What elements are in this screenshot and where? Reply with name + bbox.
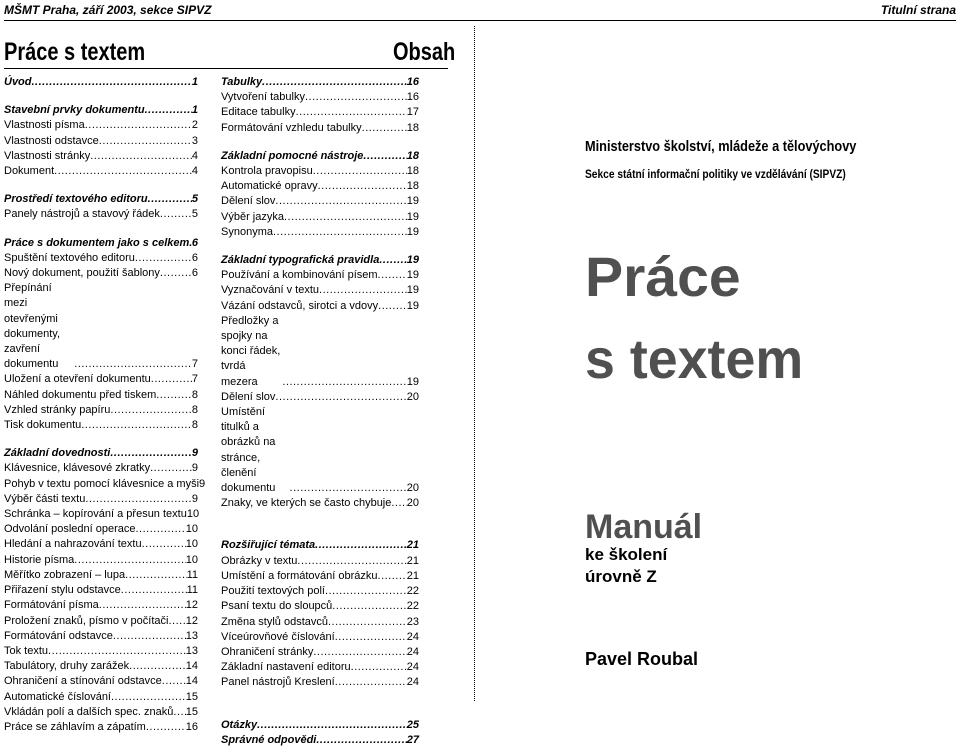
document-title: Práce s textem: [4, 38, 146, 66]
toc-page-number: 19: [406, 284, 419, 297]
toc-leader-dots: [378, 569, 407, 584]
toc-leader-dots: [110, 446, 192, 461]
toc-leader-dots: [313, 645, 406, 660]
toc-page-number: 18: [406, 165, 419, 178]
toc-entry[interactable]: [4, 281, 198, 372]
toc-page-number: 9: [191, 492, 198, 505]
toc-leader-dots: [316, 733, 406, 748]
toc-entry[interactable]: [221, 675, 419, 690]
toc-leader-dots: [99, 134, 192, 149]
toc-entry[interactable]: [4, 507, 198, 522]
toc-leader-dots: [113, 629, 186, 644]
toc-page-number: 20: [406, 482, 419, 495]
toc-page-number: 12: [185, 599, 198, 612]
toc-entry-title: Vázání odstavců, sirotci a vdovy: [221, 299, 379, 312]
toc-page-number: 20: [406, 390, 419, 403]
toc-entry[interactable]: [4, 659, 198, 674]
ministry-name: Ministerstvo školství, mládeže a tělovýchovy: [585, 138, 857, 155]
toc-leader-dots: [111, 690, 186, 705]
toc-leader-dots: [162, 674, 186, 689]
author-name: Pavel Roubal: [585, 649, 699, 669]
toc-leader-dots: [173, 705, 185, 720]
toc-leader-dots: [90, 149, 192, 164]
toc-page-number: 16: [406, 76, 419, 88]
toc-spacer: [221, 709, 419, 718]
toc-page-number: 14: [185, 675, 198, 688]
toc-page-number: 19: [406, 225, 419, 238]
toc-entry[interactable]: [4, 537, 198, 552]
toc-leader-dots: [146, 720, 186, 735]
toc-entry[interactable]: [4, 492, 198, 507]
toc-leader-dots: [54, 164, 192, 179]
toc-page-number: 21: [406, 539, 419, 552]
toc-page-number: 18: [406, 180, 419, 193]
toc-entry[interactable]: [221, 496, 419, 511]
toc-entry-title: Změna stylů odstavců: [221, 615, 328, 628]
toc-page-number: 22: [406, 585, 419, 598]
toc-page-number: 10: [186, 508, 200, 521]
toc-leader-dots: [129, 659, 186, 674]
toc-entry-title: Editace tabulky: [221, 106, 296, 119]
toc-spacer: [4, 179, 198, 192]
manual-label: Manuál: [585, 508, 703, 546]
toc-leader-dots: [148, 192, 192, 207]
toc-entry-title: Základní dovednosti: [4, 447, 111, 460]
toc-entry[interactable]: [221, 645, 419, 660]
toc-leader-dots: [328, 615, 407, 630]
toc-entry-title: Formátování odstavce: [4, 629, 113, 642]
toc-entry-title: Vlastnosti písma: [4, 119, 85, 132]
toc-leader-dots: [335, 630, 407, 645]
toc-entry-title: Proložení znaků, písmo v počítači: [4, 614, 169, 627]
toc-page-number: 14: [185, 660, 198, 673]
toc-page-number: 15: [185, 705, 198, 718]
toc-page-number: 4: [191, 165, 198, 178]
toc-page-number: 8: [191, 419, 198, 432]
toc-entry-title: Správné odpovědi: [221, 733, 317, 746]
toc-entry-title: Předložky a spojky na konci řádek, tvrdá mezera: [221, 314, 281, 388]
toc-entry-title: Panely nástrojů a stavový řádek: [4, 208, 160, 221]
header-left-text: MŠMT Praha, září 2003, sekce SIPVZ: [4, 3, 212, 17]
toc-page-number: 9: [199, 477, 206, 490]
toc-section-entry[interactable]: [4, 103, 198, 118]
toc-entry-title: Hledání a nahrazování textu: [4, 538, 142, 551]
toc-entry-title: Výběr jazyka: [221, 210, 284, 223]
toc-page-number: 13: [185, 644, 198, 657]
cover-title-line-1: Práce: [585, 245, 741, 308]
toc-leader-dots: [379, 253, 406, 268]
toc-page-number: 19: [406, 375, 419, 388]
toc-entry[interactable]: [4, 522, 198, 537]
toc-page-number: 6: [191, 267, 198, 280]
toc-entry[interactable]: [221, 599, 419, 614]
toc-entry[interactable]: [221, 105, 419, 120]
toc-page-number: 19: [406, 210, 419, 223]
toc-entry[interactable]: [4, 690, 198, 705]
toc-entry[interactable]: [221, 194, 419, 209]
toc-section-entry[interactable]: [4, 75, 198, 90]
toc-entry-title: Vzhled stránky papíru: [4, 403, 111, 416]
toc-entry[interactable]: [4, 629, 198, 644]
toc-page-number: 21: [406, 569, 419, 582]
toc-leader-dots: [99, 598, 186, 613]
toc-page-number: 3: [191, 134, 198, 147]
toc-leader-dots: [319, 283, 407, 298]
toc-page-number: 10: [185, 553, 198, 566]
toc-entry-title: Měřítko zobrazení – lupa: [4, 568, 126, 581]
toc-entry[interactable]: [221, 225, 419, 240]
toc-section-entry[interactable]: [4, 192, 198, 207]
toc-entry-title: Formátování písma: [4, 599, 99, 612]
toc-entry-title: Spuštění textového editoru: [4, 251, 135, 264]
page-header: [4, 0, 956, 21]
toc-page-number: 11: [186, 568, 198, 581]
toc-leader-dots: [282, 375, 406, 390]
toc-leader-dots: [351, 660, 407, 675]
toc-entry-title: Uložení a otevření dokumentu: [4, 373, 151, 386]
toc-leader-dots: [378, 299, 407, 314]
toc-leader-dots: [305, 90, 407, 105]
toc-section-entry[interactable]: [221, 718, 419, 733]
toc-entry-title: Tabulátory, druhy zarážek: [4, 660, 130, 673]
toc-entry-title: Tok textu: [4, 644, 49, 657]
toc-page-number: 7: [191, 358, 198, 371]
toc-entry-title: Vyznačování v textu: [221, 284, 320, 297]
toc-section-entry[interactable]: [221, 733, 419, 748]
toc-entry-title: Práce se záhlavím a zápatím: [4, 720, 146, 733]
toc-entry-title: Dělení slov: [221, 195, 276, 208]
toc-entry-title: Pohyb v textu pomocí klávesnice a myši: [4, 477, 200, 490]
toc-page-number: 20: [406, 497, 419, 510]
toc-leader-dots: [363, 149, 406, 164]
toc-leader-dots: [313, 164, 407, 179]
toc-column-2: [221, 75, 419, 748]
toc-leader-dots: [81, 418, 192, 433]
toc-leader-dots: [48, 644, 186, 659]
toc-spacer: [221, 529, 419, 538]
toc-entry[interactable]: [4, 149, 198, 164]
toc-leader-dots: [168, 614, 185, 629]
toc-entry-title: Historie písma: [4, 553, 75, 566]
toc-leader-dots: [125, 568, 187, 583]
toc-entry-title: Znaky, ve kterých se často chybuje: [221, 497, 392, 510]
toc-spacer: [221, 240, 419, 253]
toc-page-number: 5: [191, 208, 198, 221]
toc-page-number: 21: [406, 554, 419, 567]
toc-spacer: [221, 691, 419, 700]
toc-leader-dots: [275, 390, 406, 405]
toc-entry[interactable]: [4, 251, 198, 266]
toc-leader-dots: [284, 210, 407, 225]
toc-page-number: 15: [185, 690, 198, 703]
toc-page-number: 10: [185, 523, 198, 536]
toc-entry-title: Ohraničení stránky: [221, 645, 314, 658]
toc-page-number: 19: [406, 195, 419, 208]
toc-page-number: 19: [406, 299, 419, 312]
toc-entry-title: Umístění titulků a obrázků na stránce, členění dokumentu: [221, 406, 276, 495]
toc-entry[interactable]: [4, 266, 198, 281]
toc-spacer: [4, 90, 198, 103]
toc-leader-dots: [110, 403, 191, 418]
toc-leader-dots: [135, 251, 192, 266]
toc-entry-title: Stavební prvky dokumentu: [4, 104, 145, 117]
toc-leader-dots: [297, 554, 406, 569]
section-name: Sekce státní informační politiky ve vzdělávání (SIPVZ): [585, 167, 846, 181]
toc-page-number: 9: [191, 447, 198, 460]
toc-entry-title: Automatické číslování: [4, 690, 111, 703]
toc-leader-dots: [362, 121, 407, 136]
fold-separator: [474, 26, 475, 701]
toc-entry[interactable]: [221, 268, 419, 283]
toc-entry[interactable]: [4, 403, 198, 418]
toc-entry[interactable]: [221, 569, 419, 584]
toc-entry[interactable]: [221, 390, 419, 405]
toc-page-number: 16: [406, 91, 419, 104]
toc-entry-title: Základní nastavení editoru: [221, 661, 351, 674]
toc-entry-title: Náhled dokumentu před tiskem: [4, 388, 157, 401]
toc-page-number: 1: [191, 76, 198, 88]
toc-entry[interactable]: [221, 554, 419, 569]
toc-leader-dots: [151, 372, 192, 387]
toc-entry-title: Rozšiřující témata: [221, 539, 316, 552]
cover-title-line-2: s textem: [585, 327, 804, 390]
toc-leader-dots: [32, 75, 192, 90]
toc-entry-title: Schránka – kopírování a přesun textu: [4, 508, 187, 521]
toc-page-number: 1: [191, 104, 198, 117]
toc-entry-title: Základní pomocné nástroje: [221, 149, 364, 162]
toc-entry-title: Umístění a formátování obrázku: [221, 569, 378, 582]
toc-page-number: 12: [185, 614, 198, 627]
toc-page-number: 16: [185, 720, 198, 733]
toc-leader-dots: [145, 103, 192, 118]
toc-page-number: 2: [191, 119, 198, 132]
toc-leader-dots: [74, 553, 185, 568]
toc-spacer: [221, 520, 419, 529]
toc-entry-title: Práce s dokumentem jako s celkem: [4, 236, 190, 249]
subtitle-line-2: úrovně Z: [585, 567, 657, 586]
toc-entry-title: Prostředí textového editoru: [4, 193, 148, 206]
toc-page-number: 8: [191, 403, 198, 416]
toc-page-number: 18: [406, 121, 419, 134]
toc-leader-dots: [315, 538, 407, 553]
toc-entry-title: Kontrola pravopisu: [221, 165, 313, 178]
toc-page-number: 17: [406, 106, 419, 119]
toc-leader-dots: [160, 207, 192, 222]
toc-page-number: 22: [406, 600, 419, 613]
toc-page-number: 19: [406, 269, 419, 282]
toc-entry-title: Obrázky v textu: [221, 554, 298, 567]
toc-section-entry[interactable]: [221, 538, 419, 553]
toc-entry-title: Odvolání poslední operace: [4, 523, 136, 536]
toc-entry-title: Nový dokument, použití šablony: [4, 267, 160, 280]
toc-entry-title: Panel nástrojů Kreslení: [221, 676, 335, 689]
toc-entry[interactable]: [4, 644, 198, 659]
toc-entry[interactable]: [4, 720, 198, 735]
toc-page-number: 24: [406, 645, 419, 658]
toc-leader-dots: [160, 266, 192, 281]
toc-leader-dots: [391, 496, 406, 511]
toc-page-number: 6: [191, 251, 198, 264]
toc-entry[interactable]: [4, 418, 198, 433]
toc-page-number: 24: [406, 661, 419, 674]
toc-entry-title: Ohraničení a stínování odstavce: [4, 675, 162, 688]
header-right-text: Titulní strana: [880, 3, 956, 17]
toc-entry[interactable]: [4, 568, 198, 583]
toc-entry[interactable]: [4, 134, 198, 149]
toc-entry-title: Dělení slov: [221, 390, 276, 403]
toc-entry-title: Vlastnosti stránky: [4, 149, 91, 162]
toc-leader-dots: [150, 461, 192, 476]
toc-entry[interactable]: [4, 614, 198, 629]
toc-spacer: [4, 433, 198, 446]
toc-leader-dots: [332, 599, 406, 614]
toc-page-number: 4: [191, 149, 198, 162]
toc-page-number: 13: [185, 629, 198, 642]
toc-page-number: 19: [406, 254, 419, 267]
toc-entry[interactable]: [4, 461, 198, 476]
toc-leader-dots: [257, 718, 407, 733]
toc-entry[interactable]: [4, 674, 198, 689]
subtitle-line-1: ke školení: [585, 545, 668, 564]
toc-page-number: 18: [406, 149, 419, 162]
toc-leader-dots: [142, 537, 186, 552]
toc-page-number: 10: [185, 538, 198, 551]
toc-leader-dots: [335, 675, 407, 690]
toc-section-entry[interactable]: [4, 236, 198, 251]
toc-entry[interactable]: [221, 630, 419, 645]
toc-leader-dots: [85, 118, 192, 133]
toc-entry-title: Přepínání mezi otevřenými dokumenty, zavření dokumentu: [4, 282, 61, 371]
toc-entry-title: Použití textových polí: [221, 585, 325, 598]
title-rule: [4, 68, 448, 69]
toc-entry-title: Tisk dokumentu: [4, 419, 82, 432]
toc-entry-title: Vkládán polí a dalších spec. znaků: [4, 705, 174, 718]
toc-entry-title: Přiřazení stylu odstavce: [4, 584, 121, 597]
toc-spacer: [221, 511, 419, 520]
toc-entry-title: Automatické opravy: [221, 180, 318, 193]
toc-entry[interactable]: [4, 553, 198, 568]
toc-entry-title: Klávesnice, klávesové zkratky: [4, 462, 151, 475]
toc-leader-dots: [273, 225, 407, 240]
toc-entry[interactable]: [4, 598, 198, 613]
toc-section-entry[interactable]: [221, 75, 419, 90]
toc-entry[interactable]: [4, 583, 198, 598]
toc-entry[interactable]: [221, 660, 419, 675]
toc-entry[interactable]: [4, 207, 198, 222]
toc-entry[interactable]: [221, 210, 419, 225]
toc-entry[interactable]: [221, 283, 419, 298]
toc-section-entry[interactable]: [4, 446, 198, 461]
toc-entry-title: Výběr části textu: [4, 492, 86, 505]
toc-entry-title: Vlastnosti odstavce: [4, 134, 99, 147]
toc-leader-dots: [378, 268, 407, 283]
toc-leader-dots: [121, 583, 187, 598]
toc-entry-title: Formátování vzhledu tabulky: [221, 121, 362, 134]
toc-entry[interactable]: [4, 164, 198, 179]
toc-leader-dots: [275, 194, 406, 209]
toc-entry-title: Tabulky: [221, 76, 263, 88]
toc-section-entry[interactable]: [221, 149, 419, 164]
toc-page-number: 23: [406, 615, 419, 628]
toc-entry-title: Otázky: [221, 718, 258, 731]
toc-spacer: [221, 136, 419, 149]
toc-page-number: 8: [191, 388, 198, 401]
toc-entry[interactable]: [221, 314, 419, 390]
toc-column-1: [4, 75, 206, 735]
toc-leader-dots: [262, 75, 407, 90]
toc-page-number: 5: [191, 193, 198, 206]
toc-entry[interactable]: [4, 705, 198, 720]
toc-entry[interactable]: [221, 164, 419, 179]
toc-page-number: 6: [191, 236, 198, 249]
toc-entry-title: Základní typografická pravidla: [221, 254, 380, 267]
toc-page-number: 24: [406, 630, 419, 643]
toc-entry[interactable]: [221, 584, 419, 599]
toc-entry-title: Víceúrovňové číslování: [221, 630, 335, 643]
toc-page-number: 25: [406, 718, 419, 731]
toc-entry[interactable]: [221, 90, 419, 105]
toc-heading: Obsah: [393, 38, 456, 66]
toc-entry[interactable]: [221, 405, 419, 496]
toc-leader-dots: [156, 388, 192, 403]
toc-spacer: [4, 223, 198, 236]
toc-leader-dots: [296, 105, 407, 120]
toc-entry-title: Dokument: [4, 165, 55, 178]
toc-page-number: 7: [191, 373, 198, 386]
toc-entry-title: Úvod: [4, 76, 32, 88]
toc-entry[interactable]: [4, 477, 206, 492]
toc-leader-dots: [135, 522, 185, 537]
toc-leader-dots: [85, 492, 192, 507]
toc-section-entry[interactable]: [221, 253, 419, 268]
toc-page-number: 27: [406, 733, 419, 746]
toc-entry[interactable]: [4, 388, 198, 403]
toc-entry[interactable]: [221, 179, 419, 194]
toc-page-number: 11: [186, 584, 198, 597]
toc-entry[interactable]: [4, 118, 198, 133]
toc-leader-dots: [318, 179, 407, 194]
toc-entry[interactable]: [221, 121, 419, 136]
toc-entry[interactable]: [221, 615, 419, 630]
toc-entry-title: Vytvoření tabulky: [221, 91, 305, 104]
toc-entry[interactable]: [4, 372, 198, 387]
toc-leader-dots: [74, 357, 192, 372]
toc-entry[interactable]: [221, 299, 419, 314]
toc-page-number: 24: [406, 676, 419, 689]
toc-leader-dots: [290, 481, 407, 496]
toc-leader-dots: [325, 584, 407, 599]
toc-page-number: 9: [191, 462, 198, 475]
toc-entry-title: Používání a kombinování písem: [221, 269, 378, 282]
toc-entry-title: Synonyma: [221, 225, 273, 238]
toc-entry-title: Psaní textu do sloupců: [221, 600, 333, 613]
